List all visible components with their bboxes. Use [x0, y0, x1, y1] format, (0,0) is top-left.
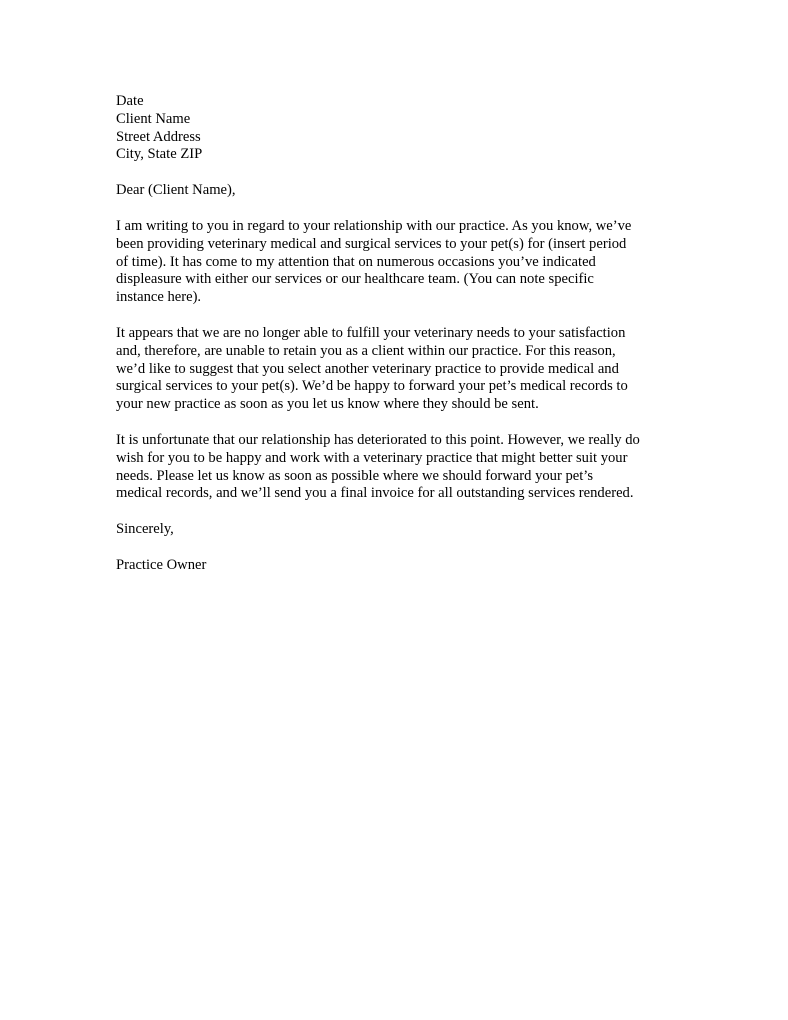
paragraph-line: wish for you to be happy and work with a veterinary practice that might better suit your	[116, 449, 628, 466]
paragraph-line: and, therefore, are unable to retain you as a client within our practice. For this reason,	[116, 342, 616, 359]
paragraph-line: of time). It has come to my attention that on numerous occasions you’ve indicated	[116, 253, 596, 270]
paragraph-line: It is unfortunate that our relationship has deteriorated to this point. However, we really do	[116, 431, 640, 448]
paragraph-line: been providing veterinary medical and surgical services to your pet(s) for (insert period	[116, 235, 627, 252]
paragraph-line: I am writing to you in regard to your relationship with our practice. As you know, we’ve	[116, 217, 632, 234]
paragraph-line: It appears that we are no longer able to fulfill your veterinary needs to your satisfaction	[116, 324, 626, 341]
date-line: Date	[116, 93, 144, 109]
client-name-line: Client Name	[116, 110, 191, 127]
paragraph-line: displeasure with either our services or our healthcare team. (You can note specific	[116, 271, 594, 288]
closing	[116, 521, 676, 539]
paragraph-line: medical records, and we’ll send you a final invoice for all outstanding services rendered.	[116, 485, 634, 502]
closing-text: Sincerely,	[116, 521, 174, 538]
signature-text: Practice Owner	[116, 556, 207, 573]
recipient-address-block	[116, 93, 676, 164]
salutation	[116, 182, 676, 200]
letter-body	[116, 93, 676, 575]
paragraph-3	[116, 432, 676, 503]
paragraph-2	[116, 325, 676, 414]
paragraph-line: instance here).	[116, 289, 202, 306]
paragraph-line: we’d like to suggest that you select another veterinary practice to provide medical and	[116, 360, 619, 377]
city-state-zip-line: City, State ZIP	[116, 146, 203, 163]
paragraph-line: your new practice as soon as you let us know where they should be sent.	[116, 396, 539, 413]
salutation-text: Dear (Client Name),	[116, 182, 236, 199]
paragraph-line: needs. Please let us know as soon as possible where we should forward your pet’s	[116, 467, 594, 484]
street-address-line: Street Address	[116, 128, 201, 145]
paragraph-line: surgical services to your pet(s). We’d be happy to forward your pet’s medical records to	[116, 378, 628, 395]
paragraph-1	[116, 218, 676, 307]
signature	[116, 557, 676, 575]
